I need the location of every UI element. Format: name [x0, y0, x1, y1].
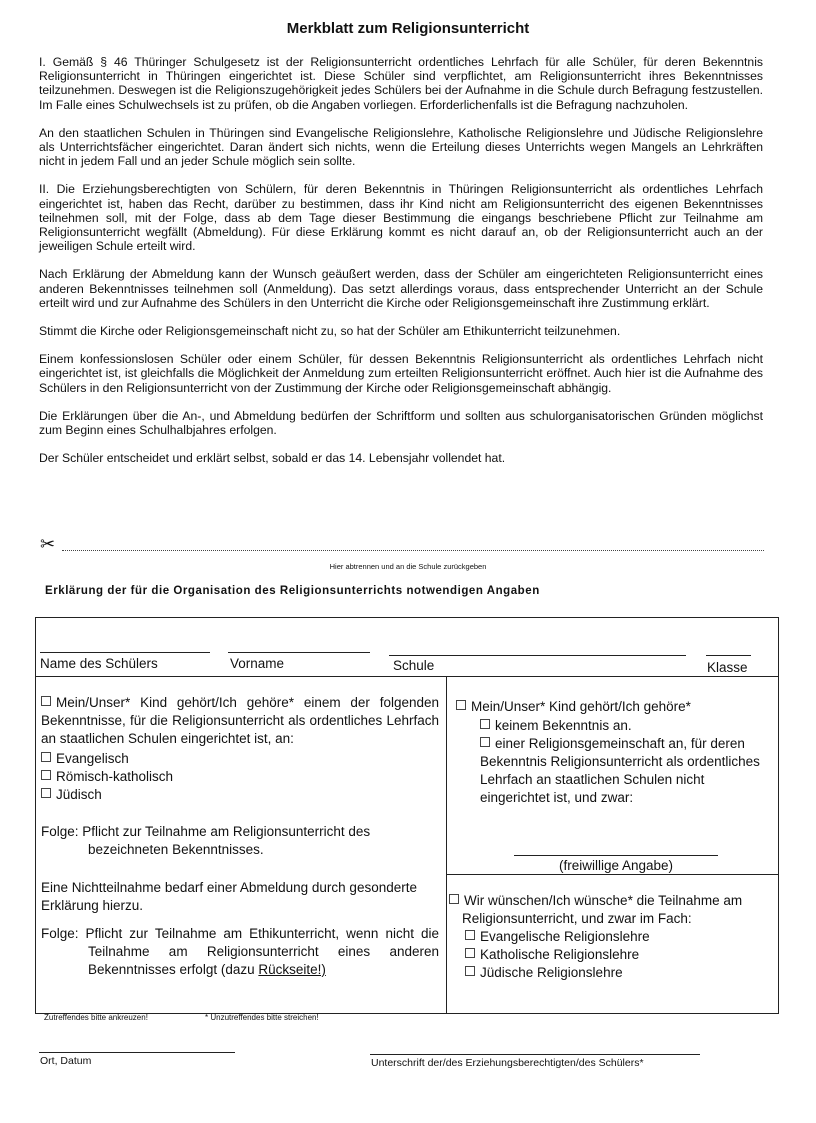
- form-title: Erklärung der für die Organisation des Religionsunterrichts notwendigen Angaben: [45, 585, 540, 597]
- intro-paragraph: I. Gemäß § 46 Thüringer Schulgesetz ist der Religionsunterricht ordentliches Lehrfach für alle Schüler, für deren Bekenntnis Religionsunterricht in Thüringen eingerichtet ist. Diese Schüler sind verpflichtet, am Religionsunterricht ihres Bekenntnisses teilzunehmen. Deswegen ist die Religionszugehörigkeit jedes Schülers bei der Aufnahme in die Schule durch Befragung festzustellen. Im Falle eines Schulwechsels ist zu prüfen, ob die Angaben vorliegen. Erforderlichenfalls ist die Befragung nachzuholen.: [39, 55, 763, 112]
- cut-line: [40, 535, 764, 555]
- ort-datum-line[interactable]: [39, 1052, 235, 1053]
- name-field-line[interactable]: [40, 652, 210, 653]
- option-label: Jüdische Religionslehre: [480, 965, 623, 980]
- checkbox[interactable]: [449, 894, 459, 904]
- left-column: [41, 694, 439, 979]
- dotted-line: [62, 550, 764, 551]
- option-label: Jüdisch: [56, 787, 102, 802]
- freiwillige-angabe-label: (freiwillige Angabe): [558, 858, 674, 873]
- fach-juedisch[interactable]: [449, 964, 774, 982]
- intro-text: [39, 55, 763, 479]
- intro-paragraph: Stimmt die Kirche oder Religionsgemeinschaft nicht zu, so hat der Schüler am Ethikunterricht teilzunehmen.: [39, 324, 621, 339]
- option-label: Mein/Unser* Kind gehört/Ich gehöre*: [471, 699, 691, 714]
- option-label: Katholische Religionslehre: [480, 947, 640, 962]
- wunsch-option[interactable]: [449, 892, 774, 928]
- schule-field-line[interactable]: [389, 655, 686, 656]
- checkbox[interactable]: [480, 737, 490, 747]
- declaration-form: [35, 617, 779, 1014]
- folge-ethik-text: Folge: Pflicht zur Teilnahme am Ethikunterricht, wenn nicht die Teilnahme am Religionsunterricht eines anderen Bekenntnisses erfolgt (dazu: [41, 926, 439, 977]
- right-column: [456, 698, 771, 807]
- cut-note: Hier abtrennen und an die Schule zurückgeben: [329, 562, 487, 571]
- option-label: keinem Bekenntnis an.: [495, 718, 632, 733]
- option-label: einer Religionsgemeinschaft an, für deren Bekenntnis Religionsunterricht als ordentliches Lehrfach an staatlichen Schulen nicht eingerichtet ist, und zwar:: [480, 736, 760, 805]
- option-evangelisch[interactable]: [41, 750, 439, 768]
- option-label: Evangelische Religionslehre: [480, 929, 650, 944]
- teilnahme-wunsch: [449, 892, 774, 982]
- intro-paragraph: Einem konfessionslosen Schüler oder einem Schüler, für dessen Bekenntnis Religionsunterricht als ordentliches Lehrfach nicht eingerichtet ist, ist gleichfalls die Möglichkeit der Anmeldung zum erteilten Religionsunterricht eröffnet. Auch hier ist die Aufnahme des Schülers in den Religionsunterricht von der Zustimmung der Kirche oder Religionsgemeinschaft abhängig.: [39, 352, 763, 395]
- klasse-field-line[interactable]: [706, 655, 751, 656]
- bekenntnis-option[interactable]: [41, 694, 439, 748]
- scissors-icon: ✂: [40, 534, 56, 554]
- option-juedisch[interactable]: [41, 786, 439, 804]
- option-label: Römisch-katholisch: [56, 769, 174, 784]
- kein-bekenntnis-option[interactable]: [456, 698, 771, 716]
- ort-datum-label: Ort, Datum: [40, 1055, 92, 1067]
- name-field-label: Name des Schülers: [40, 656, 158, 671]
- folge-religion: Folge: Pflicht zur Teilnahme am Religionsunterricht des bezeichneten Bekenntnisses.: [41, 824, 371, 857]
- checkbox[interactable]: [456, 700, 466, 710]
- folge-ethik: [41, 925, 439, 979]
- checkbox[interactable]: [465, 966, 475, 976]
- form-divider: [36, 676, 778, 677]
- option-religionsgemeinschaft[interactable]: [456, 735, 771, 807]
- checkbox[interactable]: [480, 719, 490, 729]
- nichtteilnahme-note: Eine Nichtteilnahme bedarf einer Abmeldung durch gesonderte Erklärung hierzu.: [41, 880, 417, 913]
- intro-paragraph: Nach Erklärung der Abmeldung kann der Wunsch geäußert werden, dass der Schüler am eingerichteten Religionsunterricht eines anderen Bekenntnisses teilnehmen soll (Anmeldung). Das setzt allerdings voraus, dass entsprechender Unterricht an der Schule erteilt wird und zur Aufnahme des Schülers in den Unterricht die Kirche oder Religionsgemeinschaft ihre Zustimmung erklärt.: [39, 267, 763, 310]
- bekenntnis-option-label: Mein/Unser* Kind gehört/Ich gehöre* einem der folgenden Bekenntnisse, für die Religionsunterricht als ordentliches Lehrfach an staatlichen Schulen eingerichtet ist, an:: [41, 695, 439, 746]
- option-label: Wir wünschen/Ich wünsche* die Teilnahme am Religionsunterricht, und zwar im Fach:: [462, 893, 743, 926]
- checkbox[interactable]: [465, 930, 475, 940]
- signature-label: Unterschrift der/des Erziehungsberechtigten/des Schülers*: [371, 1057, 644, 1069]
- intro-paragraph: Der Schüler entscheidet und erklärt selbst, sobald er das 14. Lebensjahr vollendet hat.: [39, 451, 506, 466]
- vorname-field-line[interactable]: [228, 652, 370, 653]
- checkbox[interactable]: [41, 696, 51, 706]
- checkbox[interactable]: [41, 752, 51, 762]
- option-katholisch[interactable]: [41, 768, 439, 786]
- intro-paragraph: Die Erklärungen über die An-, und Abmeldung bedürfen der Schriftform und sollten aus schulorganisatorischen Gründen möglichst zum Beginn eines Schulhalbjahres erfolgen.: [39, 408, 763, 438]
- column-divider: [446, 676, 447, 1013]
- streichen-note: * Unzutreffendes bitte streichen!: [205, 1013, 319, 1022]
- option-label: Evangelisch: [56, 751, 129, 766]
- fach-katholisch[interactable]: [449, 946, 774, 964]
- option-kein-bekenntnis[interactable]: [456, 717, 771, 735]
- rueckseite-link: Rückseite!): [258, 962, 326, 977]
- klasse-field-label: Klasse: [707, 660, 748, 675]
- schule-field-label: Schule: [393, 658, 435, 673]
- freiwillige-angabe-line[interactable]: [514, 855, 718, 856]
- ankreuzen-note: Zutreffendes bitte ankreuzen!: [44, 1013, 148, 1022]
- checkbox[interactable]: [41, 770, 51, 780]
- intro-paragraph: An den staatlichen Schulen in Thüringen sind Evangelische Religionslehre, Katholische Religionslehre und Jüdische Religionslehre als Unterrichtsfächer eingerichtet. Daran ändert sich nichts, wenn die Erteilung dieses Unterrichts wegen Mangels an Lehrkräften nicht in jedem Fall und an jeder Schule möglich sein sollte.: [39, 125, 763, 169]
- checkbox[interactable]: [465, 948, 475, 958]
- fach-evangelisch[interactable]: [449, 928, 774, 946]
- vorname-field-label: Vorname: [230, 656, 285, 671]
- intro-paragraph: II. Die Erziehungsberechtigten von Schülern, für deren Bekenntnis in Thüringen Religionsunterricht als ordentliches Lehrfach eingerichtet ist, haben das Recht, darüber zu bestimmen, dass ihr Kind nicht am Religionsunterricht des eigenen Bekenntnisses teilnehmen soll, mit der Folge, dass ab dem Tage dieser Bestimmung die eingangs beschriebene Pflicht zur Teilnahme am Religionsunterricht wegfällt (Abmeldung). Für diese Erklärung kommt es nicht darauf an, ob der Religionsunterricht auch an der jeweiligen Schule erteilt wird.: [39, 182, 763, 254]
- checkbox[interactable]: [41, 788, 51, 798]
- signature-line[interactable]: [370, 1054, 700, 1055]
- right-section-divider: [446, 874, 778, 875]
- page-title: Merkblatt zum Religionsunterricht: [286, 20, 530, 37]
